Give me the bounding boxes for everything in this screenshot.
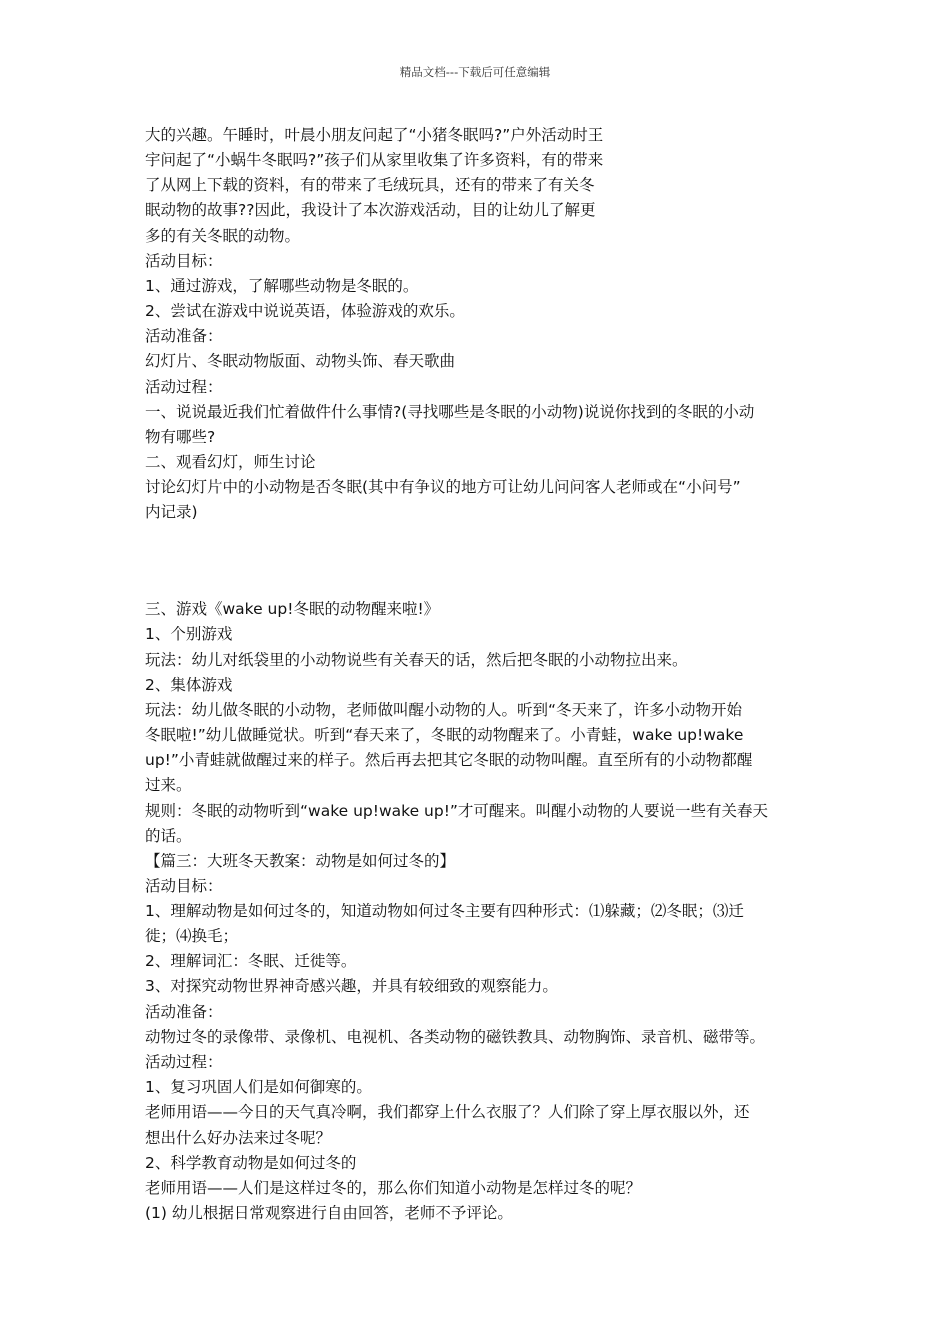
text-line: 活动过程： <box>145 378 223 396</box>
text-line: 冬眠啦!”幼儿做睡觉状。听到“春天来了，冬眠的动物醒来了。小青蛙，wake up!wake <box>145 726 744 744</box>
text-line: 1、复习巩固人们是如何御寒的。 <box>145 1078 372 1096</box>
text-line: 3、对探究动物世界神奇感兴趣，并具有较细致的观察能力。 <box>145 977 558 995</box>
text-line: 讨论幻灯片中的小动物是否冬眠(其中有争议的地方可让幼儿问问客人老师或在“小问号” <box>145 478 741 496</box>
text-line: 规则：冬眠的动物听到“wake up!wake up!”才可醒来。叫醒小动物的人要说一些有关春天 <box>145 802 768 820</box>
text-line: 的话。 <box>145 827 192 845</box>
text-line: 动物过冬的录像带、录像机、电视机、各类动物的磁铁教具、动物胸饰、录音机、磁带等。 <box>145 1028 766 1046</box>
text-line: 2、尝试在游戏中说说英语，体验游戏的欢乐。 <box>145 302 465 320</box>
text-line: 物有哪些? <box>145 428 216 446</box>
text-line: 老师用语——人们是这样过冬的，那么你们知道小动物是怎样过冬的呢？ <box>145 1179 642 1197</box>
text-line: 1、个别游戏 <box>145 625 233 643</box>
text-line: 2、科学教育动物是如何过冬的 <box>145 1154 357 1172</box>
text-line: 三、游戏《wake up!冬眠的动物醒来啦!》 <box>145 600 440 618</box>
text-line: 2、理解词汇：冬眠、迁徙等。 <box>145 952 357 970</box>
text-line: 幻灯片、冬眠动物版面、动物头饰、春天歌曲 <box>145 352 456 370</box>
text-line: 玩法：幼儿做冬眠的小动物，老师做叫醒小动物的人。听到“冬天来了，许多小动物开始 <box>145 701 743 719</box>
text-line: 活动目标： <box>145 877 223 895</box>
text-line: 玩法：幼儿对纸袋里的小动物说些有关春天的话，然后把冬眠的小动物拉出来。 <box>145 651 688 669</box>
text-line: 活动准备： <box>145 1003 223 1021</box>
text-line: 眠动物的故事??因此，我设计了本次游戏活动，目的让幼儿了解更 <box>145 201 596 219</box>
text-line: 活动目标： <box>145 252 223 270</box>
text-line: 徙；⑷换毛； <box>145 927 239 945</box>
text-line: 多的有关冬眠的动物。 <box>145 227 301 245</box>
text-line: 二、观看幻灯，师生讨论 <box>145 453 316 471</box>
text-line: 1、通过游戏，了解哪些动物是冬眠的。 <box>145 277 419 295</box>
text-line: 了从网上下载的资料，有的带来了毛绒玩具，还有的带来了有关冬 <box>145 176 595 194</box>
text-line: 活动过程： <box>145 1053 223 1071</box>
text-line: 内记录) <box>145 503 198 521</box>
text-line: 活动准备： <box>145 327 223 345</box>
text-line: 一、说说最近我们忙着做件什么事情?(寻找哪些是冬眠的小动物)说说你找到的冬眠的小动 <box>145 403 755 421</box>
text-line: (1) 幼儿根据日常观察进行自由回答，老师不予评论。 <box>145 1204 513 1222</box>
text-line: 1、理解动物是如何过冬的，知道动物如何过冬主要有四种形式：⑴躲藏；⑵冬眠；⑶迁 <box>145 902 744 920</box>
text-line: up!”小青蛙就做醒过来的样子。然后再去把其它冬眠的动物叫醒。直至所有的小动物都醒 <box>145 751 753 769</box>
text-line: 老师用语——今日的天气真冷啊，我们都穿上什么衣服了？人们除了穿上厚衣服以外，还 <box>145 1103 750 1121</box>
text-line: 过来。 <box>145 776 192 794</box>
page-header: 精品文档---下载后可任意编辑 <box>399 65 551 79</box>
text-line: 2、集体游戏 <box>145 676 233 694</box>
text-line: 想出什么好办法来过冬呢？ <box>145 1129 332 1147</box>
text-line: 宇问起了“小蜗牛冬眠吗?”孩子们从家里收集了许多资料，有的带来 <box>145 151 604 169</box>
text-line: 【篇三：大班冬天教案：动物是如何过冬的】 <box>145 852 456 870</box>
text-line: 大的兴趣。午睡时，叶晨小朋友问起了“小猪冬眠吗?”户外活动时王 <box>145 126 604 144</box>
